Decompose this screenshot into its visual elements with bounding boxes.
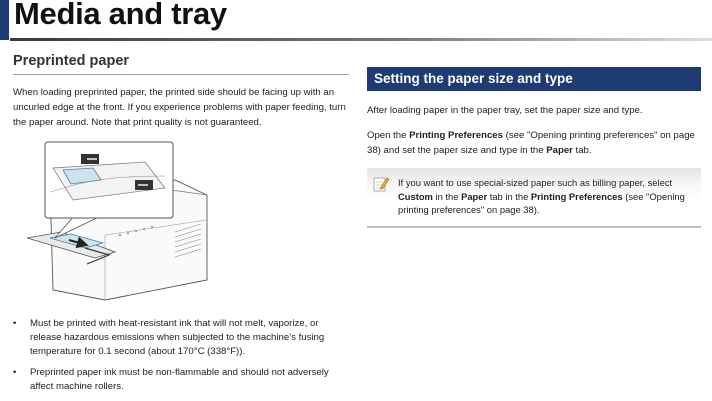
intro-paragraph: When loading preprinted paper, the printed side should be facing up with an uncurled edge at the front. If you experience problems with paper feeding, turn the paper around. Note that print quality is not guaranteed.	[13, 87, 346, 128]
list-item: • Preprinted paper ink must be non-flammable and should not adversely affect machine rollers.	[13, 366, 343, 394]
section-heading-preprinted: Preprinted paper	[13, 53, 130, 69]
note-text	[398, 176, 693, 217]
printer-tray-illustration	[25, 140, 215, 302]
title-rule	[10, 38, 712, 41]
note-pencil-icon	[372, 175, 390, 193]
printing-preferences-term: Printing Preferences	[409, 130, 503, 141]
paper-tab-term: Paper	[461, 190, 488, 202]
paper-tab-term: Paper	[546, 145, 573, 156]
paper-size-section	[367, 67, 701, 228]
text-run: (see "Opening printing preferences" on page 38) and set the paper size and type in the	[367, 130, 695, 156]
paper-size-paragraph-2	[367, 128, 701, 158]
text-run: in the	[432, 190, 462, 202]
text-run: Open the	[367, 130, 410, 141]
printing-preferences-term: Printing Preferences	[530, 190, 623, 202]
text-run: If you want to use special-sized paper such as billing paper, select	[398, 177, 673, 188]
page-title: Media and tray	[14, 0, 227, 31]
title-accent-bar	[0, 0, 9, 40]
text-run: tab.	[572, 145, 592, 156]
list-item: • Must be printed with heat-resistant ink that will not melt, vaporize, or release hazardous emissions when subjected to the machine’s fusing temperature for 0.1 second (about 170°C (338°F)).	[13, 317, 343, 359]
section-heading-paper-size: Setting the paper size and type	[367, 67, 701, 91]
note-box	[367, 168, 701, 228]
custom-term: Custom	[398, 190, 433, 202]
preprinted-paper-section	[13, 52, 349, 140]
paper-size-paragraph-1: After loading paper in the paper tray, set the paper size and type.	[367, 105, 643, 116]
text-run: (see "Opening printing preferences" on page 38).	[398, 190, 685, 215]
section-rule	[13, 74, 349, 75]
requirements-list	[13, 317, 343, 401]
text-run: tab in the	[487, 190, 531, 202]
